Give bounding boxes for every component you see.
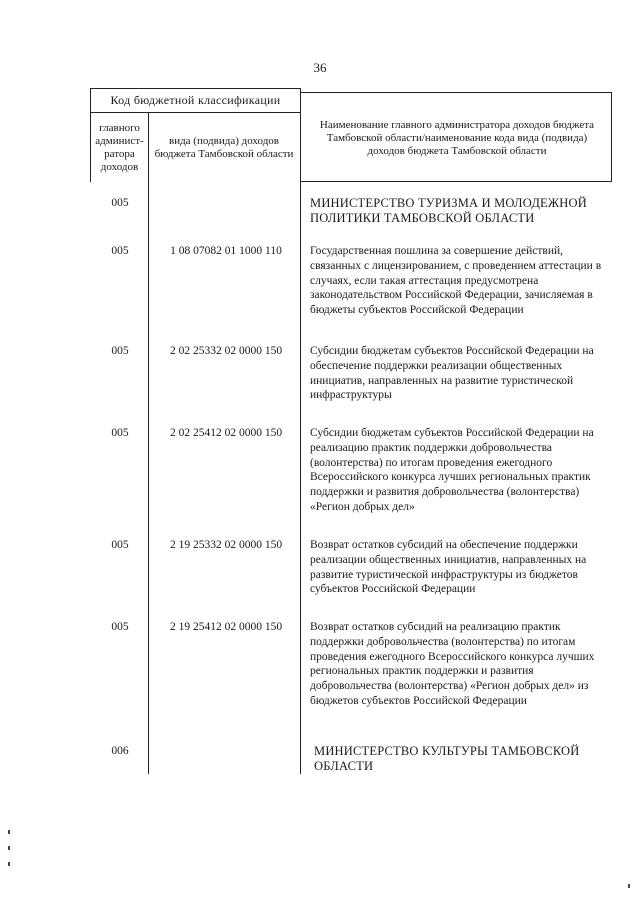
ministry-title: МИНИСТЕРСТВО КУЛЬТУРЫ ТАМБОВСКОЙ ОБЛАСТИ bbox=[314, 744, 580, 773]
admin-code: 005 bbox=[111, 621, 129, 633]
scan-mark bbox=[8, 830, 10, 834]
revenue-code: 2 19 25412 02 0000 150 bbox=[169, 621, 283, 633]
revenue-name: Государственная пошлина за совершение действий, связанных с лицензированием, с проведением аттестации в случаях, если такая аттестация предусмотрена законодательством Российской Федерации, зачисляемая в бюджеты субъектов Российской Федерации bbox=[310, 245, 602, 317]
scan-mark bbox=[628, 884, 630, 888]
column-line-admin bbox=[148, 182, 149, 774]
revenue-code: 1 08 07082 01 1000 110 bbox=[170, 245, 282, 257]
revenue-name: Возврат остатков субсидий на реализацию практик поддержки добровольчества (волонтерства) по итогам проведения ежегодного Всероссийского конкурса лучших региональных практик поддержки и развития добровольчества (волонтерства) «Регион добрых дел» из бюджетов субъектов Российской Федерации bbox=[310, 621, 595, 707]
header-code-column: вида (подвида) доходов бюджета Тамбовской области bbox=[154, 135, 294, 160]
header-classification-title: Код бюджетной классификации bbox=[110, 93, 281, 107]
table-header bbox=[90, 88, 612, 182]
revenue-name: Субсидии бюджетам субъектов Российской Федерации на обеспечение поддержки реализации общественных инициатив, направленных на развитие туристической инфраструктуры bbox=[310, 345, 594, 402]
admin-code: 005 bbox=[111, 245, 129, 257]
ministry-title: МИНИСТЕРСТВО ТУРИЗМА И МОЛОДЕЖНОЙ ПОЛИТИКИ ТАМБОВСКОЙ ОБЛАСТИ bbox=[310, 196, 587, 225]
header-line-bottom-right bbox=[301, 181, 612, 182]
admin-code: 005 bbox=[111, 197, 129, 209]
header-name-column: Наименование главного администратора доходов бюджета Тамбовской области/наименование кода вида (подвида) доходов бюджета Тамбовской области bbox=[319, 118, 595, 157]
revenue-code: 2 02 25332 02 0000 150 bbox=[169, 345, 283, 357]
revenue-name: Возврат остатков субсидий на обеспечение поддержки реализации общественных инициатив, направленных на развитие туристической инфраструктуры из бюджетов субъектов Российской Федерации bbox=[310, 539, 587, 596]
header-line-split bbox=[148, 112, 149, 182]
header-line-top-right bbox=[301, 92, 612, 93]
revenue-code: 2 02 25412 02 0000 150 bbox=[169, 427, 283, 439]
admin-code: 005 bbox=[111, 427, 129, 439]
page-number: 36 bbox=[313, 60, 327, 75]
header-line-right bbox=[611, 92, 612, 182]
admin-code: 005 bbox=[111, 539, 129, 551]
column-line-code bbox=[300, 182, 301, 774]
admin-code: 006 bbox=[111, 745, 129, 757]
admin-code: 005 bbox=[111, 345, 129, 357]
revenue-name: Субсидии бюджетам субъектов Российской Федерации на реализацию практик поддержки добровольчества (волонтерства) по итогам проведения ежегодного Всероссийского конкурса лучших региональных практик поддержки и развития добровольчества (волонтерства) «Регион добрых дел» bbox=[310, 427, 594, 513]
header-line-center bbox=[300, 88, 301, 182]
scan-mark bbox=[8, 862, 10, 866]
header-line-mid bbox=[90, 112, 300, 113]
revenue-code: 2 19 25332 02 0000 150 bbox=[169, 539, 283, 551]
scan-mark bbox=[8, 846, 10, 850]
header-admin-column: главного админист-ратора доходов bbox=[95, 122, 144, 173]
